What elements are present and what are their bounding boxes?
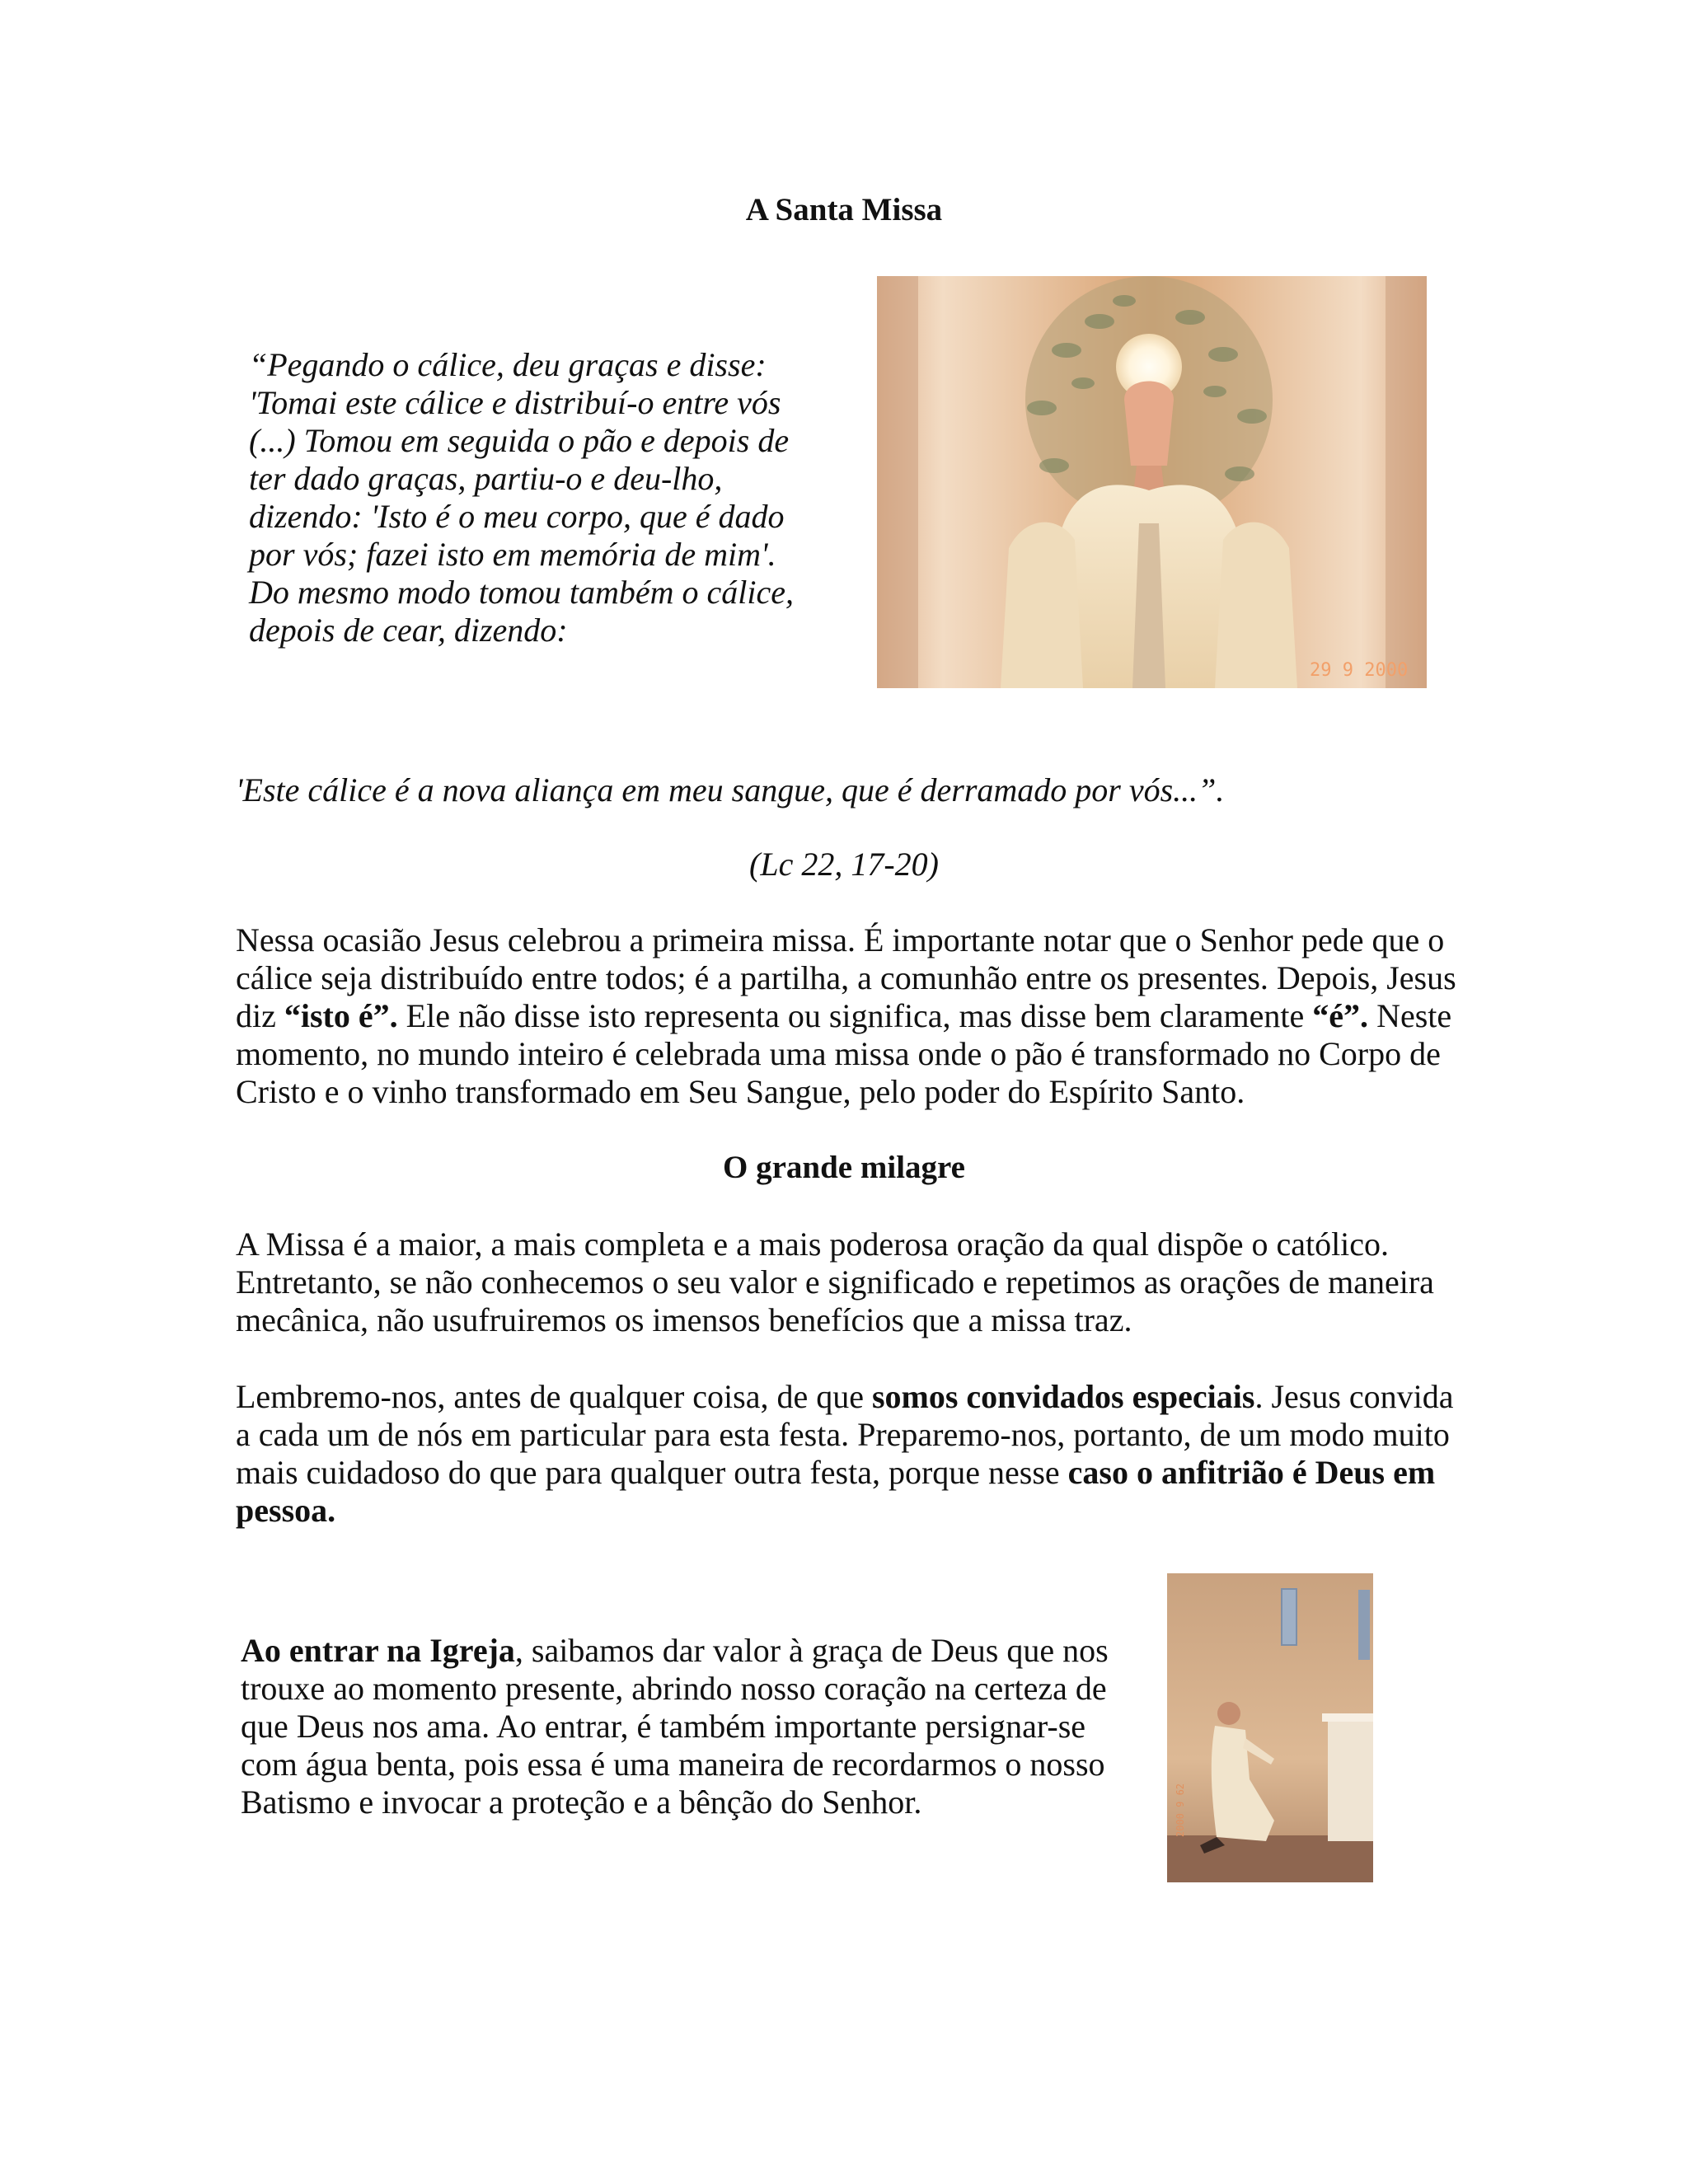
emphasis: caso o anfitrião é Deus em pessoa. [236, 1454, 1436, 1529]
emphasis: somos convidados especiais [871, 1378, 1255, 1415]
text: A Missa é a maior, a mais completa e a mais poderosa oração da qual dispõe o católico. Entretanto, se não conhecemos o seu valor e significado e repetimos as orações de maneira mecânica, não usufruiremos os imensos benefícios que a missa traz. [236, 1226, 1434, 1338]
priest-elevation-photo [877, 276, 1427, 688]
quote-line: depois de cear, dizendo: [249, 612, 568, 649]
page-title: A Santa Missa [745, 192, 943, 227]
paragraph-entering-church [241, 1632, 1131, 1821]
scripture-quote [249, 346, 809, 649]
quote-line: dizendo: 'Isto é o meu corpo, que é dado [249, 498, 785, 535]
text: , saibamos dar valor à graça de Deus que nos trouxe ao momento presente, abrindo nosso coração na certeza de que Deus nos ama. Ao entrar, é também importante persignar-se com água benta, pois essa é uma maneira de recordarmos o nosso Batismo e invocar a proteção e a bênção do Senhor. [241, 1632, 1109, 1821]
emphasis: “é”. [1312, 997, 1369, 1034]
paragraph-first-mass [236, 921, 1464, 1111]
text: . Jesus convida a cada um de nós em particular para esta festa. Preparemo-nos, portanto, de um modo muito mais cuidadoso do que para qualquer outra festa, porque nesse [236, 1378, 1454, 1491]
text: Ele não disse isto representa ou significa, mas disse bem claramente [397, 997, 1313, 1034]
kneeling-priest-photo [1167, 1573, 1373, 1882]
quote-citation: (Lc 22, 17-20) [749, 846, 939, 883]
text: Nessa ocasião Jesus celebrou a primeira missa. É importante notar que o Senhor pede que o cálice seja distribuído entre todos; é a partilha, a comunhão entre os presentes. Depois, Jesus diz [236, 921, 1456, 1034]
quote-line: “Pegando o cálice, deu graças e disse: [249, 346, 767, 383]
text: Lembremo-nos, antes de qualquer coisa, de que [236, 1378, 872, 1415]
paragraph-mass-prayer [236, 1226, 1464, 1339]
text: Neste momento, no mundo inteiro é celebrada uma missa onde o pão é transformado no Corpo de Cristo e o vinho transformado em Seu Sangue, pelo poder do Espírito Santo. [236, 997, 1452, 1110]
photo-date-stamp: 2000 9 62 [1175, 1783, 1186, 1837]
photo-date-stamp: 29 9 2000 [1310, 660, 1409, 681]
quote-line: 'Tomai este cálice e distribuí-o entre vós [249, 384, 781, 421]
quote-line: Do mesmo modo tomou também o cálice, [249, 574, 794, 611]
emphasis: “isto é”. [284, 997, 398, 1034]
emphasis: Ao entrar na Igreja [241, 1632, 515, 1669]
quote-line: (...) Tomou em seguida o pão e depois de [249, 422, 790, 459]
quote-ending: 'Este cálice é a nova aliança em meu sangue, que é derramado por vós...”. [236, 771, 1225, 808]
paragraph-special-guests [236, 1378, 1464, 1530]
quote-line: por vós; fazei isto em memória de mim'. [249, 536, 776, 573]
section-heading: O grande milagre [723, 1150, 965, 1185]
quote-line: ter dado graças, partiu-o e deu-lho, [249, 460, 723, 497]
